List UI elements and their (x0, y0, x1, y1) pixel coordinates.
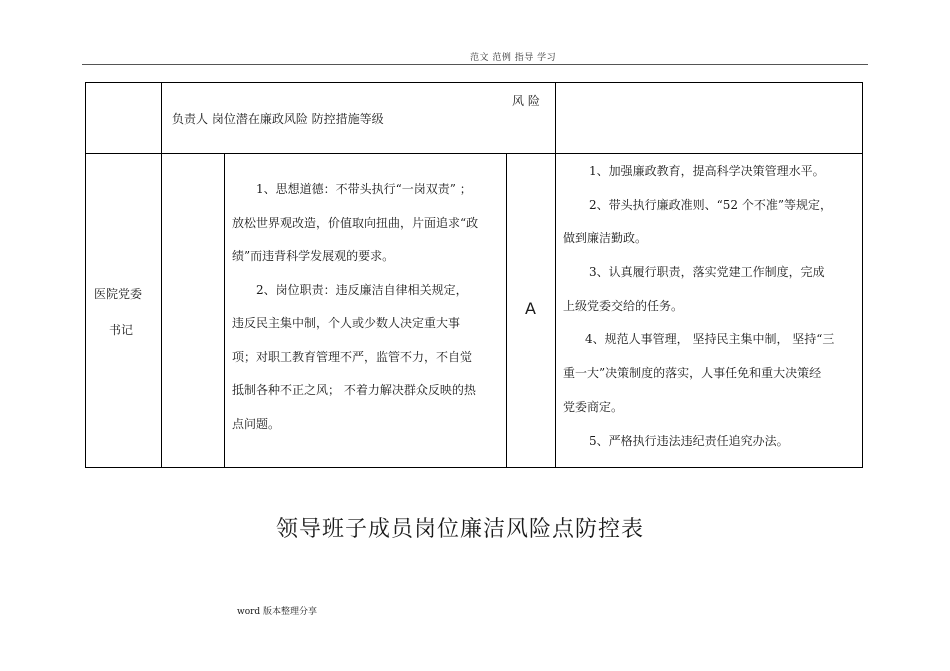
risk-line: 绩”而违背科学发展观的要求。 (232, 249, 395, 263)
table-row-divider (85, 153, 863, 154)
risk-line: 2、岗位职责：违反廉洁自律相关规定， (256, 282, 468, 297)
table-border-bottom (85, 467, 863, 468)
page-footer-text: word 版本整理分享 (237, 607, 318, 617)
table-col-divider-2 (224, 153, 225, 468)
measure-line: 做到廉洁勤政。 (563, 231, 648, 246)
table-col-divider-1 (161, 82, 162, 468)
header-row-text: 负责人 岗位潜在廉政风险 防控措施等级 (172, 112, 384, 126)
risk-line: 违反民主集中制，个人或少数人决定重大事 (232, 316, 461, 330)
table-col-divider-3 (506, 153, 507, 468)
risk-line: 放松世界观改造，价值取向扭曲，片面追求“政 (232, 215, 479, 230)
measure-line: 3、认真履行职责，落实党建工作制度，完成 (589, 265, 825, 280)
risk-grade: A (525, 299, 536, 318)
measure-line: 2、带头执行廉政准则、“52 个不准”等规定， (589, 197, 832, 212)
measure-line: 重一大”决策制度的落实，人事任免和重大决策经 (563, 366, 822, 381)
position-title-line-1: 医院党委 (94, 287, 143, 301)
position-title-line-2: 书记 (109, 323, 134, 337)
measure-line: 1、加强廉政教育，提高科学决策管理水平。 (589, 164, 825, 178)
table-border-right (862, 82, 863, 468)
header-rule (82, 64, 868, 65)
risk-line: 项；对职工教育管理不严，监管不力，不自觉 (232, 349, 473, 364)
risk-column-label: 风 险 (512, 94, 540, 108)
risk-line: 点问题。 (232, 416, 281, 431)
page-header-text: 范文 范例 指导 学习 (470, 53, 557, 63)
risk-line: 1、思想道德：不带头执行“一岗双责” ； (256, 182, 472, 196)
table-border-top (85, 82, 863, 83)
risk-description (232, 181, 478, 449)
measure-line: 党委商定。 (563, 399, 624, 414)
measure-line: 4、规范人事管理， 坚持民主集中制， 坚持“三 (585, 332, 835, 347)
risk-line: 抵制各种不正之风； 不着力解决群众反映的热 (232, 383, 476, 397)
table-col-divider-4 (555, 82, 556, 468)
prevention-measures (563, 163, 834, 466)
measure-line: 上级党委交给的任务。 (563, 298, 684, 313)
measure-line: 5、严格执行违法违纪责任追究办法。 (589, 433, 789, 448)
table-border-left (85, 82, 86, 468)
document-title: 领导班子成员岗位廉洁风险点防控表 (276, 517, 645, 542)
